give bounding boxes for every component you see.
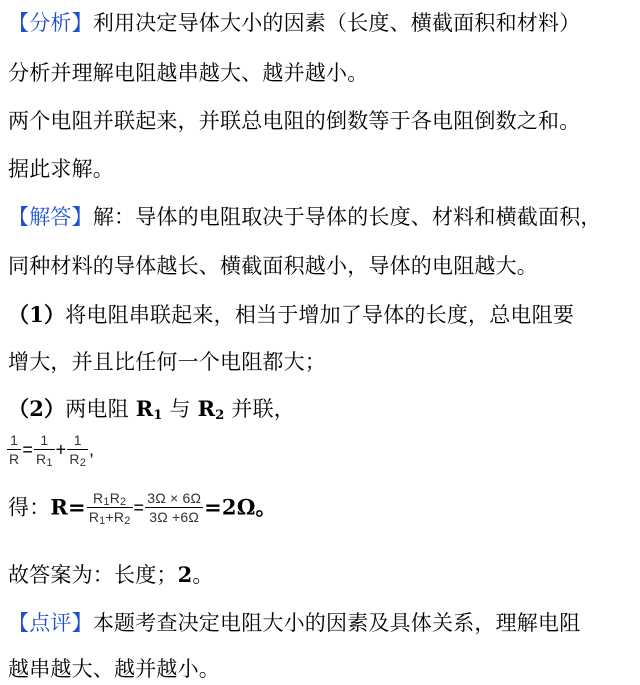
review-text-1: 本题考查决定电阻大小的因素及具体关系，理解电阻: [92, 611, 581, 635]
frac-product-over-sum: $\frac{R_1R_2}{R_1+R_2}$: [88, 490, 131, 527]
step-1-text: 将电阻串联起来，相当于增加了导体的长度，总电阻要: [65, 303, 575, 327]
step-2-line: [8, 395, 295, 423]
answer-line-2: 同种材料的导体越长、横截面积越小，导体的电阻越大。: [8, 254, 538, 278]
plus-sign: +: [55, 439, 67, 460]
review-line-1: [8, 609, 580, 637]
review-line-2: 越串越大、越并越小。: [8, 657, 220, 681]
frac-values: $\frac{3\Omega \times 6\Omega}{3\Omega +6\Omega}$: [147, 490, 202, 525]
equals-sign-2: =: [133, 497, 145, 518]
conclusion-line: [8, 561, 214, 589]
answer-tag: 【解答】: [8, 205, 93, 229]
answer-line-1: [8, 203, 602, 231]
step-2-number: （2）: [8, 396, 66, 421]
step-2-mid: 与: [169, 397, 191, 421]
step-2-post: 并联，: [231, 397, 296, 421]
reciprocal-formula: [6, 432, 94, 467]
r1-symbol: $R_1$: [135, 396, 163, 423]
frac-1-over-r2: $\frac{1}{R_2}$: [69, 432, 87, 469]
conclusion-pre: 故答案为：长度；: [8, 563, 178, 587]
result-final: =2Ω。: [204, 494, 277, 520]
analysis-line-4: 据此求解。: [8, 157, 114, 181]
analysis-line-3: 两个电阻并联起来，并联总电阻的倒数等于各电阻倒数之和。: [8, 109, 581, 133]
result-de: 得：: [8, 495, 51, 520]
analysis-tag: 【分析】: [8, 11, 93, 35]
r2-symbol: $R_2$: [197, 396, 225, 423]
answer-text-1: 解：导体的电阻取决于导体的长度、材料和横截面积，: [92, 205, 602, 229]
analysis-line-1: [8, 9, 580, 37]
conclusion-post: 。: [192, 563, 214, 587]
step-1-line-1: [8, 301, 574, 329]
equals-sign: =: [22, 439, 34, 460]
step-1-line-2: 增大，并且比任何一个电阻都大；: [8, 350, 326, 374]
result-r-equals: R=: [50, 494, 86, 520]
analysis-text-1: 利用决定导体大小的因素（长度、横截面积和材料）: [92, 11, 581, 35]
step-2-pre: 两电阻: [65, 397, 129, 421]
step-1-number: （1）: [8, 302, 66, 327]
result-formula: [8, 490, 277, 525]
frac-1-over-r: $\frac{1}{R}$: [9, 432, 20, 467]
review-tag: 【点评】: [8, 611, 93, 635]
frac-1-over-r1: $\frac{1}{R_1}$: [36, 432, 53, 469]
analysis-line-2: 分析并理解电阻越串越大、越并越小。: [8, 61, 369, 85]
conclusion-value: 2: [177, 562, 193, 587]
comma: ,: [89, 439, 95, 460]
